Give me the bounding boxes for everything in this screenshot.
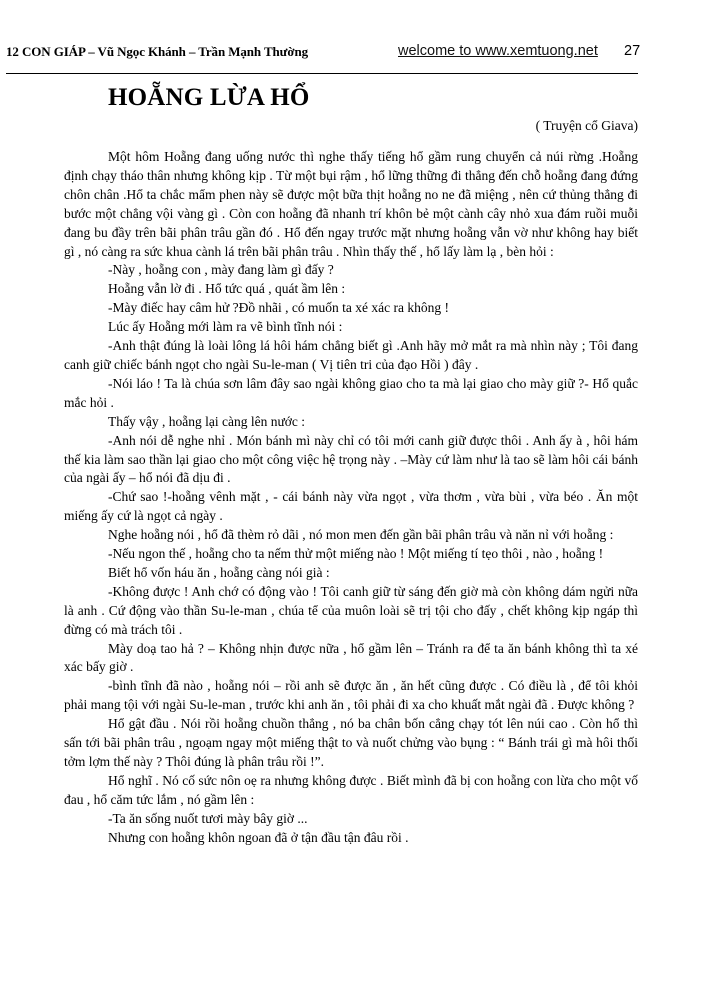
running-header [6,43,641,66]
story-paragraph: -Nói láo ! Ta là chúa sơn lâm đây sao ngài không giao cho ta mà lại giao cho mày giữ ?- Hổ quắc mắc hỏi . [64,375,638,410]
story-paragraph: -Anh nói dễ nghe nhỉ . Món bánh mì này chỉ có tôi mới canh giữ được thôi . Anh ấy à , hôi hám thế kia làm sao thần lại giao cho một công việc hệ trọng này . –Mày cứ làm như là tao sẽ làm hôi cái bánh của ngài ấy – hổ nói đã dịu đi . [64,432,638,486]
story-paragraph: Thấy vậy , hoẵng lại càng lên nước : [108,413,306,429]
story-paragraph: Biết hổ vốn háu ăn , hoẵng càng nói già : [108,564,330,580]
story-paragraph: Nhưng con hoẵng khôn ngoan đã ở tận đầu tận đâu rồi . [108,829,409,845]
story-paragraph: -Anh thật đúng là loài lông lá hôi hám chẳng biết gì .Anh hãy mở mắt ra mà nhìn này ; Tôi đang canh giữ chiếc bánh ngọt cho ngài Su-le-man ( Vị tiên tri của đạo Hồi ) đây . [64,338,638,372]
story-paragraph: -Nếu ngon thế , hoẵng cho ta nếm thử một miếng nào ! Một miếng tí tẹo thôi , nào , hoẵng ! [108,546,604,562]
book-title-header: 12 CON GIÁP – Vũ Ngọc Khánh – Trần Mạnh Thường [6,44,309,59]
story-paragraph: Hổ nghĩ . Nó cố sức nôn oẹ ra nhưng không được . Biết mình đã bị con hoẵng con lừa cho một vố đau , hổ căm tức lắm , nó gầm lên : [64,772,638,807]
story-paragraph: Lúc ấy Hoẵng mới làm ra vẽ bình tĩnh nói : [108,319,343,335]
story-paragraph: Một hôm Hoẵng đang uống nước thì nghe thấy tiếng hổ gầm rung chuyển cả núi rừng .Hoẵng định chạy tháo thân nhưng không kịp . Từ một bụi rậm , hổ lững thững đi thẳng đến chỗ hoẵng đang đứng chôn chân .Hổ ta chắc mẩm phen này sẽ được một bữa thịt hoẵng no ne đã miệng , nên cứ thủng thẳng đi bước một chẳng vội vàng gì . Còn con hoẵng đã nhanh trí khôn bẻ một cành cây nhỏ xua đám ruồi muỗi đang bu đầy trên bãi phân trâu gần đó . Hổ đến ngay trước mặt nhưng hoẵng vẫn vờ như không hay biết gì , nó càng ra sức khua cành lá trên bãi phân trâu . Nhìn thấy thế , hổ lấy làm lạ , bèn hỏi : [64,149,638,259]
story-paragraph: -Không được ! Anh chớ có động vào ! Tôi canh giữ từ sáng đến giờ mà còn không dám ngửi nữa là anh . Cứ động vào thần Su-le-man , chúa tể của muôn loài sẽ trị tội cho đấy , chết không kịp ngáp thì đừng có mà trách tôi . [64,583,638,637]
story-source: ( Truyện cổ Giava) [535,118,638,133]
website-link[interactable]: welcome to www.xemtuong.net [398,43,598,59]
story-paragraph: Hoẵng vẫn lờ đi . Hổ tức quá , quát ầm lên : [108,281,346,297]
story-body [64,148,638,848]
story-paragraph: Mày doạ tao hả ? – Không nhịn được nữa , hổ gầm lên – Tránh ra để ta ăn bánh không thì ta xé xác bấy giờ . [64,640,638,675]
story-paragraph: Hổ gật đầu . Nói rồi hoẵng chuồn thẳng , nó ba chân bốn cẳng chạy tót lên núi cao . Còn hổ thì sấn tới bãi phân trâu , ngoạm ngay một miếng thật to và nuốt chửng vào bụng : “ Bánh trái gì mà hôi thối tởm lợm thế này ? Thôi đúng là phân trâu rồi !”. [64,716,638,769]
header-divider [6,73,638,74]
story-paragraph: Nghe hoẵng nói , hổ đã thèm rỏ dãi , nó mon men đến gần bãi phân trâu và năn nỉ với hoẵng : [108,527,614,543]
story-paragraph: -Mày điếc hay câm hử ?Đồ nhãi , có muốn ta xé xác ra không ! [108,300,449,316]
story-paragraph: -Này , hoẵng con , mày đang làm gì đấy ? [108,262,334,278]
story-paragraph: -Chứ sao !-hoẵng vênh mặt , - cái bánh này vừa ngọt , vừa thơm , vừa bùi , vừa béo . Ăn một miếng ấy cứ là ngọt cả ngày . [64,489,638,524]
story-paragraph: -bình tĩnh đã nào , hoẵng nói – rồi anh sẽ được ăn , ăn hết cũng được . Có điều là , để tôi khỏi phải mang tội với ngài Su-le-man , trước khi anh ăn , tôi phải đi xa cho khuất mắt ngài đã . Được không ? [64,678,638,713]
story-title: HOẴNG LỪA HỔ [108,84,310,111]
story-paragraph: -Ta ăn sống nuốt tươi mày bây giờ ... [108,810,308,826]
page-number: 27 [624,43,641,59]
